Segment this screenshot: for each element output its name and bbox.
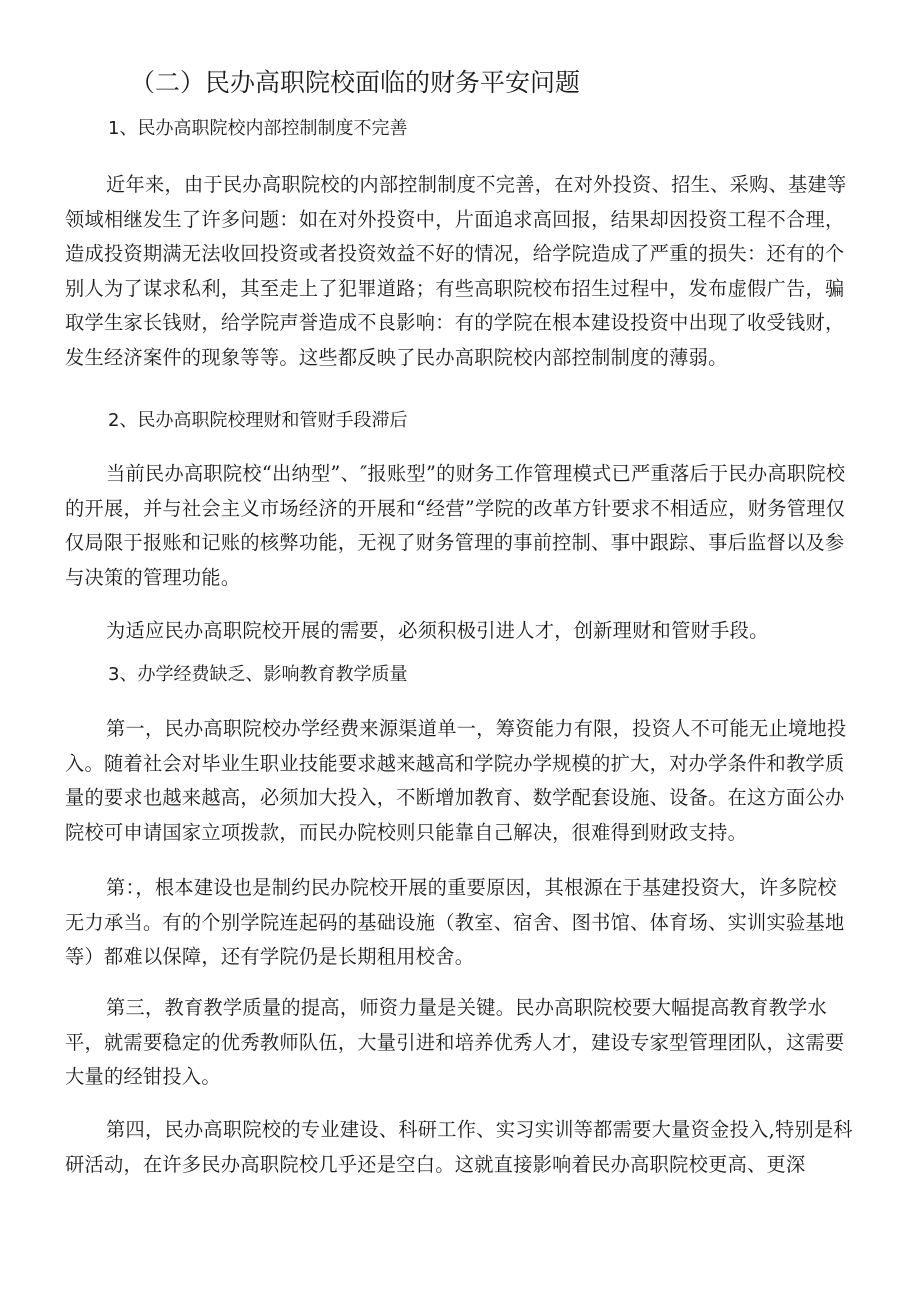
subheading-1: 1、民办高职院校内部控制制度不完善: [108, 118, 408, 139]
paragraph-finance-management: 当前民办高职院校“出纳型”、″报账型”的财务工作管理模式已严重落后于民办高职院校的开展，并与社会主义市场经济的开展和“经营”学院的改革方针要求不相适应，财务管理仅仅局限于报账和记账的核弊功能，无视了财务管理的事前控制、事中跟踪、事后监督以及参与决策的管理功能。: [65, 462, 846, 589]
paragraph-third: 第三，教育教学质量的提高，师资力量是关键。民办高职院校要大幅提高教育教学水平，就需要稳定的优秀教师队伍，大量引进和培养优秀人才，建设专家型管理团队，这需要大量的经钳投入。: [65, 996, 845, 1088]
subheading-2: 2、民办高职院校理财和管财手段滞后: [108, 410, 408, 431]
paragraph-first: 第一，民办高职院校办学经费来源渠道单一，筹资能力有限，投资人不可能无止境地投入。随着社会对毕业生职业技能要求越来越高和学院办学规模的扩大，对办学条件和教学质量的要求也越来越高，必须加大投入，不断增加教育、数学配套设施、设备。在这方面公办院校可申请国家立项拨款，而民办院校则只能靠自己解决，很难得到财政支持。: [65, 717, 847, 844]
paragraph-second: 第：，根本建设也是制约民办院校开展的重要原因，其根源在于基建投资大，许多院校无力承当。有的个别学院连起码的基础设施（教室、宿舍、图书馆、体育场、实训实验基地等）都难以保障，还有学院仍是长期租用校舍。: [65, 876, 845, 968]
section-title: （二）民办高职院校面临的财务平安问题: [130, 68, 581, 97]
paragraph-adapt-needs: 为适应民办高职院校开展的需要，必须积极引进人才，创新理财和管财手段。: [106, 619, 769, 642]
paragraph-internal-control: 近年来，由于民办高职院校的内部控制制度不完善，在对外投资、招生、采购、基建等领域相继发生了许多问题：如在对外投资中，片面追求高回报，结果却因投资工程不合理，造成投资期满无法收回投资或者投资效益不好的情况，给学院造成了严重的损失：还有的个别人为了谋求私利，其至走上了犯罪道路；有些高职院校布招生过程中，发布虚假广告，骗取学生家长钱财，给学院声誉造成不良影响：有的学院在根本建设投资中出现了收受钱财，发生经济案件的现象等等。这些都反映了民办高职院校内部控制制度的薄弱。: [65, 173, 847, 369]
paragraph-fourth: 第四，民办高职院校的专业建设、科研工作、实习实训等都需要大量资金投入,特别是科研活动，在许多民办高职院校几乎还是空白。这就直接影响着民办高职院校更高、更深: [65, 1118, 853, 1176]
subheading-3: 3、办学经费缺乏、影响教育教学质量: [108, 664, 408, 685]
